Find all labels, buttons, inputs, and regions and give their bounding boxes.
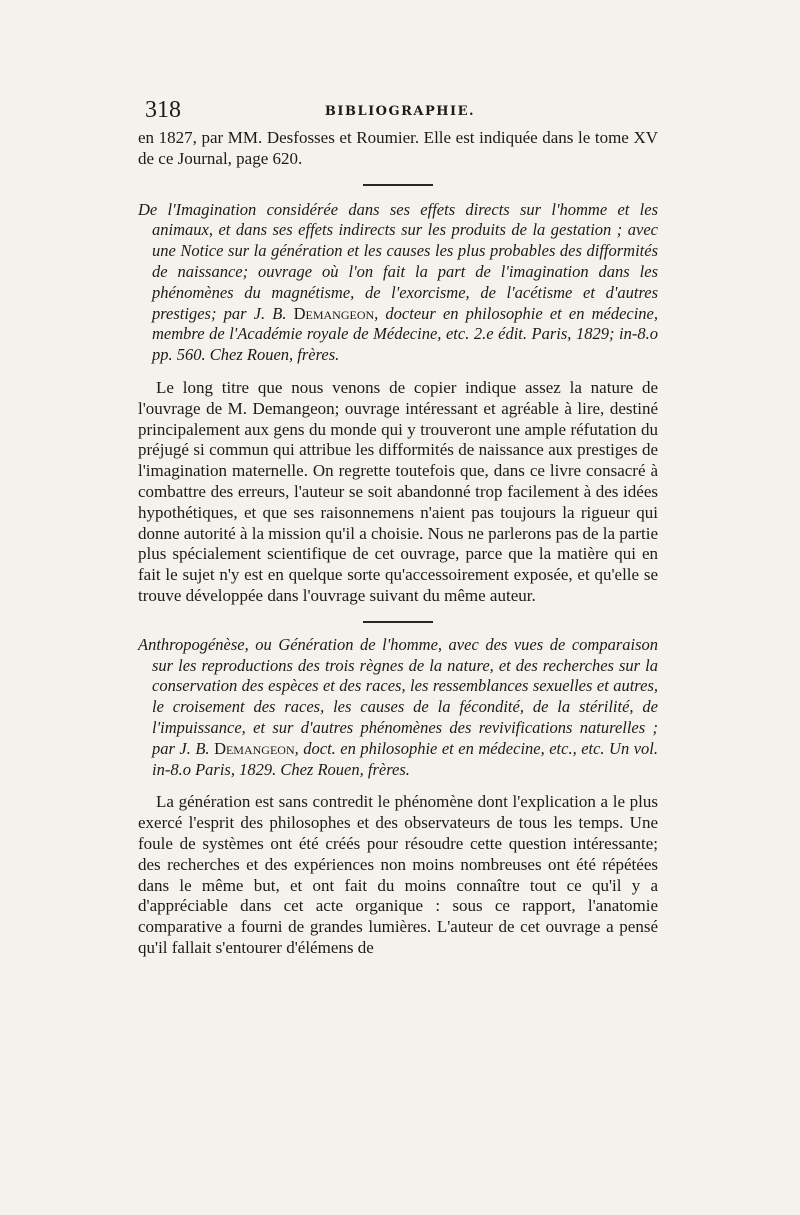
section-divider [363, 621, 433, 623]
bibliographic-entry-2 [138, 635, 658, 781]
entry1-title-cont: , docteur en philosophie et en médecine, membre de l'Académie royale de Médecine, etc. 2.e édit. Paris, 1829; [152, 303, 658, 344]
page-body [138, 128, 658, 959]
page-header [145, 97, 655, 123]
entry1-format: in-8.o pp. 560. [152, 324, 659, 365]
section-divider [363, 184, 433, 186]
entry1-author: Demangeon [293, 303, 375, 323]
entry2-title-cont: , doct. en philosophie et en médecine, etc., etc. Un vol. in-8.o Paris, 1829. [152, 738, 658, 779]
entry2-author: Demangeon [214, 738, 295, 758]
continuation-paragraph: en 1827, par MM. Desfosses et Roumier. Elle est indiquée dans le tome XV de ce Journal, page 620. [138, 128, 658, 168]
entry1-publisher: Chez Rouen, frères. [209, 345, 340, 365]
bibliographic-entry-1 [138, 200, 658, 366]
entry2-title: Anthropogénèse, ou Génération de l'homme, avec des vues de comparaison sur les reproductions des trois règnes de la nature, et des recherches sur la conservation des espèces et des races, les ressemblances sexuelles et autres, le croisement des races, les causes de la fécondité, de la stérilité, de l'impuissance, et sur d'autres phénomènes des revivifications naturelles ; par J. B. [138, 634, 658, 758]
entry2-publisher: Chez Rouen, frères. [280, 759, 410, 779]
review-paragraph-2: La génération est sans contredit le phénomène dont l'explication a le plus exercé l'esprit des philosophes et des observateurs de tous les temps. Une foule de systèmes ont été créés pour résoudre cette question intéressante; des recherches et des expériences non moins nombreuses ont été répétées dans le même but, et ont fait du moins connaître tout ce qu'il y a d'appréciable dans cet acte organique : sous ce rapport, l'anatomie comparative a fourni de grandes lumières. L'auteur de cet ouvrage a pensé qu'il fallait s'entourer d'élémens de [138, 792, 658, 957]
entry1-title: De l'Imagination considérée dans ses effets directs sur l'homme et les animaux, et dans ses effets indirects sur les produits de la gestation ; avec une Notice sur la génération et les causes les plus probables des difformités de naissance; ouvrage où l'on fait la part de l'imagination dans les phénomènes du magnétisme, de l'exorcisme, de l'acétisme et d'autres prestiges; par J. B. [138, 199, 658, 323]
page-number: 318 [145, 97, 181, 123]
review-paragraph-1: Le long titre que nous venons de copier indique assez la nature de l'ouvrage de M. Demangeon; ouvrage intéressant et agréable à lire, destiné principalement aux gens du monde qui y trouveront une ample réfutation du préjugé si commun qui attribue les difformités de naissance aux prestiges de l'imagination maternelle. On regrette toutefois que, dans ce livre consacré à combattre des erreurs, l'auteur se soit abandonné trop facilement à des idées hypothétiques, et que ses raisonnemens n'aient pas toujours la rigueur qui donne autorité à la mission qu'il a choisie. Nous ne parlerons pas de la partie plus spécialement scientifique de cet ouvrage, parce que la matière qui en fait le sujet n'y est en quelque sorte qu'accessoirement exposée, et qu'elle se trouve développée dans l'ouvrage suivant du même auteur. [138, 377, 659, 605]
running-head: BIBLIOGRAPHIE. [324, 104, 476, 119]
